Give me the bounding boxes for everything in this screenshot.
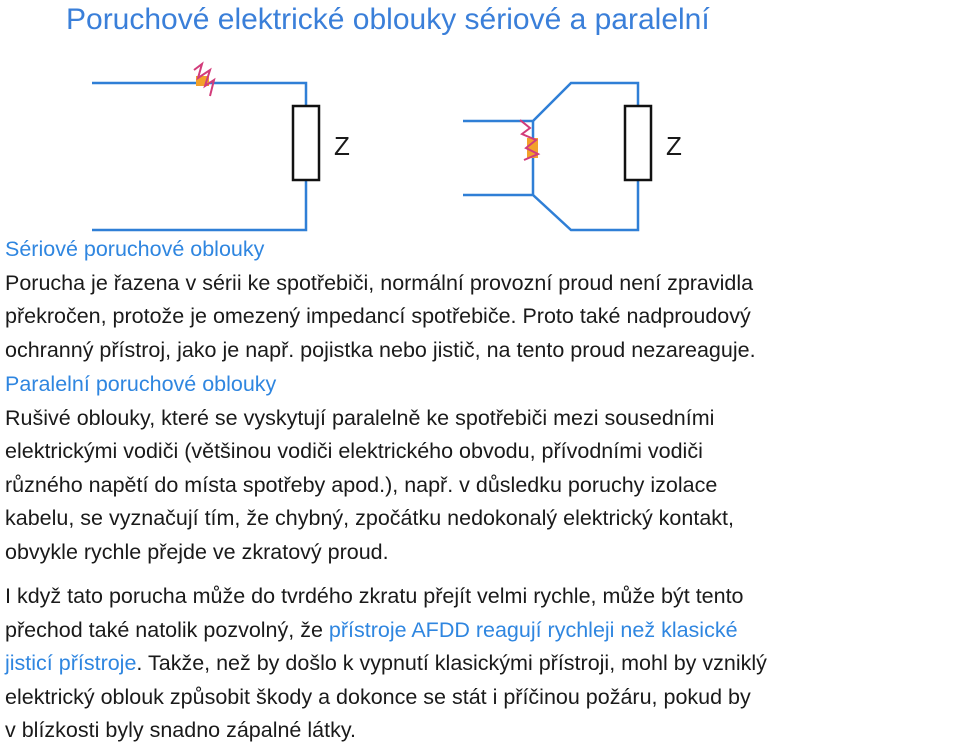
parallel-section: [5, 368, 960, 569]
series-heading: Sériové poruchové oblouky: [5, 237, 265, 261]
parallel-heading: Paralelní poruchové oblouky: [5, 372, 277, 396]
series-line-2: překročen, protože je omezený impedancí spotřebiče. Proto také nadproudový: [5, 304, 751, 328]
series-fault-diagram: [92, 64, 350, 230]
parallel-line-3: různého napětí do místa spotřeby apod.), např. v důsledku poruchy izolace: [5, 472, 718, 497]
arc-fault-diagram: [0, 0, 960, 240]
page-title: Poruchové elektrické oblouky sériové a paralelní: [66, 3, 710, 36]
note-line-4: elektrický oblouk způsobit škody a dokonce se stát i příčinou požáru, pokud by: [5, 684, 751, 709]
note-line-3-text: . Takže, než by došlo k vypnutí klasickými přístroji, mohl by vzniklý: [136, 651, 767, 675]
parallel-line-1: Rušivé oblouky, které se vyskytují paralelně ke spotřebiči mezi sousedními: [5, 405, 715, 430]
note-line-2-text: přechod také natolik pozvolný, že: [5, 617, 329, 642]
afdd-highlight-cont: jisticí přístroje: [5, 651, 137, 675]
parallel-arc-fault-icon: [520, 120, 538, 160]
parallel-wires: [463, 83, 638, 230]
note-line-1: I když tato porucha může do tvrdého zkratu přejít velmi rychle, může být tento: [5, 584, 744, 608]
series-line-3: ochranný přístroj, jako je např. pojistka nebo jistič, na tento proud nezareaguje.: [5, 337, 756, 362]
series-load-resistor: [293, 106, 319, 180]
parallel-fault-diagram: [463, 83, 682, 230]
series-arc-fault-icon: [194, 64, 214, 96]
parallel-line-4: kabelu, se vyznačují tím, že chybný, zpočátku nedokonalý elektrický kontakt,: [5, 506, 734, 530]
note-line-5: v blízkosti byly snadno zápalné látky.: [5, 718, 356, 742]
note-line-2: [5, 614, 960, 648]
afdd-highlight: přístroje AFDD reagují rychleji než klasické: [328, 617, 738, 642]
parallel-line-5: obvykle rychle přejde ve zkratový proud.: [5, 539, 389, 564]
series-section: [5, 233, 960, 367]
parallel-load-resistor: [625, 106, 651, 180]
series-wires: [92, 83, 306, 230]
series-load-label: Z: [334, 131, 350, 161]
parallel-load-label: Z: [666, 131, 682, 161]
note-line-3: [5, 647, 960, 681]
note-section: [5, 580, 960, 748]
parallel-line-2: elektrickými vodiči (většinou vodiči elektrického obvodu, přívodními vodiči: [5, 439, 703, 463]
series-line-1: Porucha je řazena v sérii ke spotřebiči, normální provozní proud není zpravidla: [5, 270, 754, 295]
